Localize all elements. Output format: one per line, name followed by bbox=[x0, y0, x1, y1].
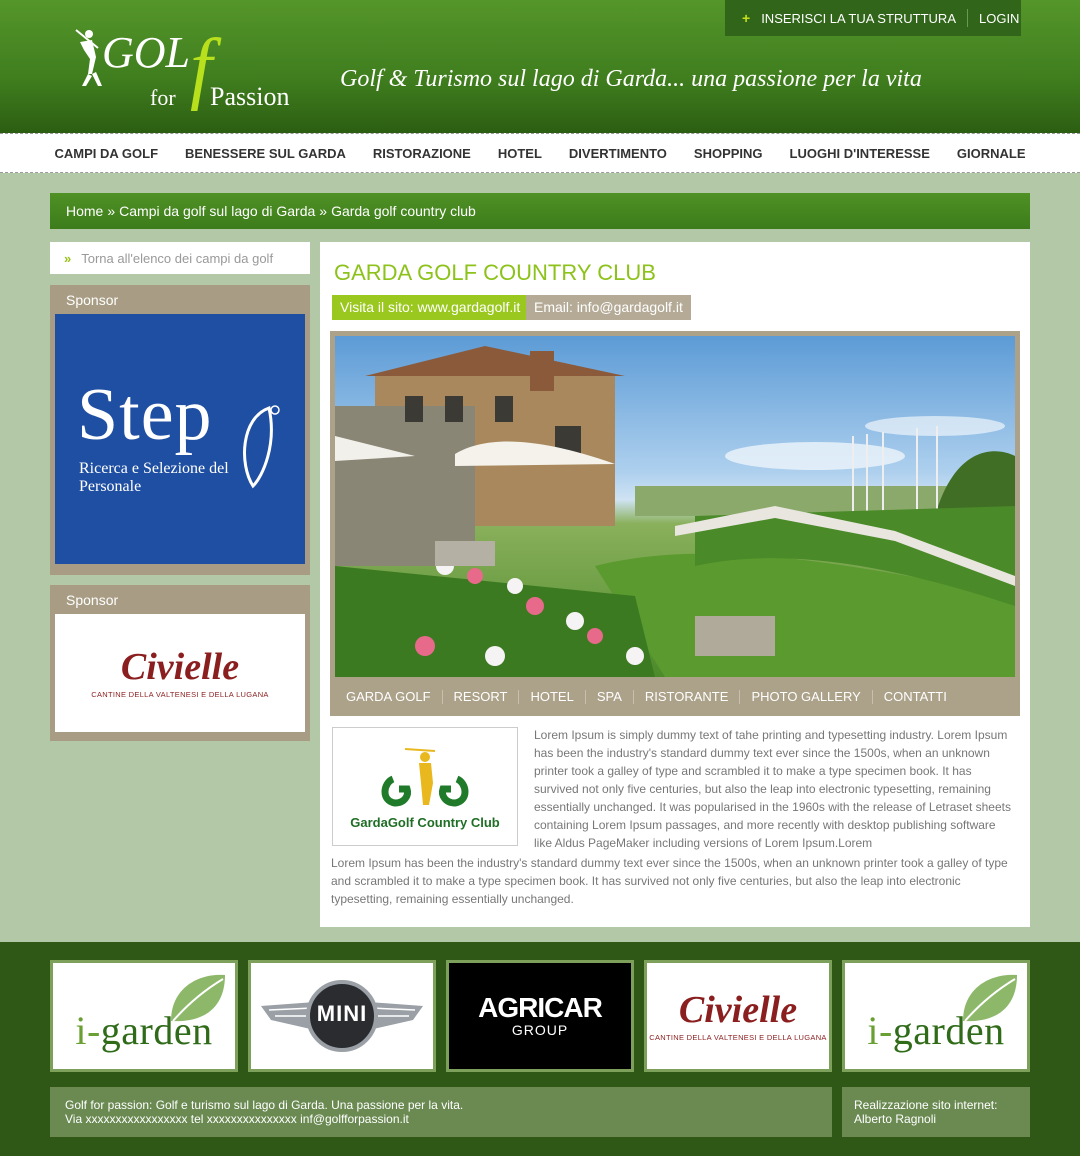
footer-sponsor-igarden[interactable] bbox=[50, 960, 238, 1072]
nav-item-benessere[interactable]: BENESSERE SUL GARDA bbox=[185, 145, 346, 161]
step-logo-word: Step bbox=[77, 374, 213, 456]
site-logo[interactable] bbox=[70, 12, 310, 122]
club-logo-text: GardaGolf Country Club bbox=[350, 815, 500, 830]
page-title: GARDA GOLF COUNTRY CLUB bbox=[334, 260, 656, 285]
step-sponsor-logo[interactable] bbox=[55, 314, 305, 564]
credit-author[interactable]: Alberto Ragnoli bbox=[854, 1112, 937, 1126]
club-logo bbox=[332, 727, 518, 846]
back-to-list-link[interactable] bbox=[50, 242, 310, 274]
sponsor-box-civielle bbox=[50, 585, 310, 741]
sponsor-heading: Sponsor bbox=[66, 592, 119, 608]
plus-icon: + bbox=[742, 10, 751, 26]
clubhouse-photo[interactable] bbox=[335, 336, 1015, 677]
footer-sponsor-mini[interactable] bbox=[248, 960, 436, 1072]
tab-ristorante[interactable]: RISTORANTE bbox=[633, 690, 740, 704]
golfer-icon bbox=[375, 743, 475, 813]
footer-credit bbox=[842, 1087, 1030, 1137]
tab-spa[interactable]: SPA bbox=[585, 690, 633, 704]
footer-info-line: Golf for passion: Golf e turismo sul lago di Garda. Una passione per la vita. bbox=[65, 1098, 464, 1112]
step-swirl-icon bbox=[233, 404, 283, 494]
breadcrumb-home[interactable]: Home bbox=[66, 203, 104, 219]
nav-item-giornale[interactable]: GIORNALE bbox=[956, 145, 1026, 161]
credit-label: Realizzazione sito internet: bbox=[854, 1098, 998, 1112]
footer-sponsor-igarden-2[interactable] bbox=[842, 960, 1030, 1072]
footer-info bbox=[50, 1087, 832, 1137]
site-footer bbox=[0, 942, 1080, 1156]
footer-contact-line: Via xxxxxxxxxxxxxxxxx tel xxxxxxxxxxxxxxx inf@golfforpassion.it bbox=[65, 1112, 409, 1126]
sponsor-heading: Sponsor bbox=[66, 292, 119, 308]
tab-resort[interactable]: RESORT bbox=[442, 690, 519, 704]
nav-item-divertimento[interactable]: DIVERTIMENTO bbox=[568, 145, 667, 161]
svg-text:f: f bbox=[190, 24, 213, 112]
tab-photo-gallery[interactable]: PHOTO GALLERY bbox=[739, 690, 871, 704]
igarden-logo-text: i-garden bbox=[867, 1007, 1005, 1053]
back-link-label: Torna all'elenco dei campi da golf bbox=[81, 250, 274, 266]
civielle-sponsor-logo[interactable] bbox=[55, 614, 305, 732]
footer-sponsor-agricar[interactable] bbox=[446, 960, 634, 1072]
tab-contatti[interactable]: CONTATTI bbox=[872, 690, 958, 704]
svg-text:for: for bbox=[150, 85, 176, 110]
civielle-footer-word: Civielle bbox=[678, 988, 798, 1031]
nav-item-shopping[interactable]: SHOPPING bbox=[693, 145, 763, 161]
breadcrumb-separator: » bbox=[107, 203, 116, 219]
civielle-logo-sub: CANTINE DELLA VALTENESI E DELLA LUGANA bbox=[91, 689, 269, 699]
description-paragraph: Lorem Ipsum has been the industry's standard dummy text ever since the 1500s, when an unknown printer took a galley of type and scrambled it to make a type specimen book. It has survived not only five centuries, but also the leap into electronic typesetting, remaining essentially unchanged. bbox=[331, 856, 1008, 906]
breadcrumb-campi[interactable]: Campi da golf sul lago di Garda bbox=[119, 203, 316, 219]
civielle-logo-word: Civielle bbox=[120, 645, 240, 688]
nav-item-hotel[interactable]: HOTEL bbox=[497, 145, 542, 161]
photo-gallery bbox=[330, 331, 1020, 716]
breadcrumb-current: Garda golf country club bbox=[331, 203, 476, 219]
nav-item-campi-da-golf[interactable]: CAMPI DA GOLF bbox=[54, 145, 159, 161]
main-nav bbox=[0, 133, 1080, 173]
site-tagline: Golf & Turismo sul lago di Garda... una passione per la vita bbox=[340, 66, 922, 92]
mini-logo-text: MINI bbox=[316, 1001, 368, 1026]
civielle-footer-sub: CANTINE DELLA VALTENESI E DELLA LUGANA bbox=[649, 1032, 827, 1042]
site-header bbox=[0, 0, 1080, 133]
tab-hotel[interactable]: HOTEL bbox=[518, 690, 584, 704]
topbar bbox=[725, 0, 1021, 36]
tab-garda-golf[interactable]: GARDA GOLF bbox=[346, 688, 431, 704]
email-button[interactable]: Email: info@gardagolf.it bbox=[526, 295, 691, 320]
main-content bbox=[320, 242, 1030, 927]
insert-structure-link[interactable]: INSERISCI LA TUA STRUTTURA bbox=[761, 10, 956, 26]
description-paragraph: Lorem Ipsum is simply dummy text of tahe printing and typesetting industry. Lorem Ipsum has been the industry's standard dummy text ever since the 1500s, when an unknown printer took a galley of type and scrambled it to make a type specimen book. It has survived not only five centuries, but also the leap into electronic typesetting, remaining essentially unchanged. It was popularised in the 1960s with the release of Letraset sheets containing Lorem Ipsum passages, and more recently with desktop publishing software like Aldus PageMaker including versions of Lorem Ipsum.Lorem bbox=[534, 728, 1011, 850]
chevron-right-icon: » bbox=[64, 250, 72, 266]
step-logo-sub: Ricerca e Selezione del Personale bbox=[79, 460, 229, 495]
topbar-divider bbox=[967, 9, 968, 27]
footer-sponsor-civielle[interactable] bbox=[644, 960, 832, 1072]
breadcrumb-separator: » bbox=[319, 203, 328, 219]
visit-site-button[interactable]: Visita il sito: www.gardagolf.it bbox=[332, 295, 528, 320]
svg-text:GOL: GOL bbox=[102, 28, 191, 77]
login-link[interactable]: LOGIN bbox=[978, 10, 1020, 26]
nav-item-luoghi[interactable]: LUOGHI D'INTERESSE bbox=[789, 145, 930, 161]
igarden-logo-text: i-garden bbox=[75, 1007, 213, 1053]
agricar-logo-sub: GROUP bbox=[511, 1022, 569, 1038]
gallery-tabs bbox=[335, 677, 1015, 716]
nav-item-ristorazione[interactable]: RISTORAZIONE bbox=[372, 145, 471, 161]
agricar-logo-word: AGRICAR bbox=[478, 992, 602, 1023]
sponsor-box-step bbox=[50, 285, 310, 575]
breadcrumb bbox=[50, 193, 1030, 229]
svg-text:Passion: Passion bbox=[210, 82, 290, 111]
